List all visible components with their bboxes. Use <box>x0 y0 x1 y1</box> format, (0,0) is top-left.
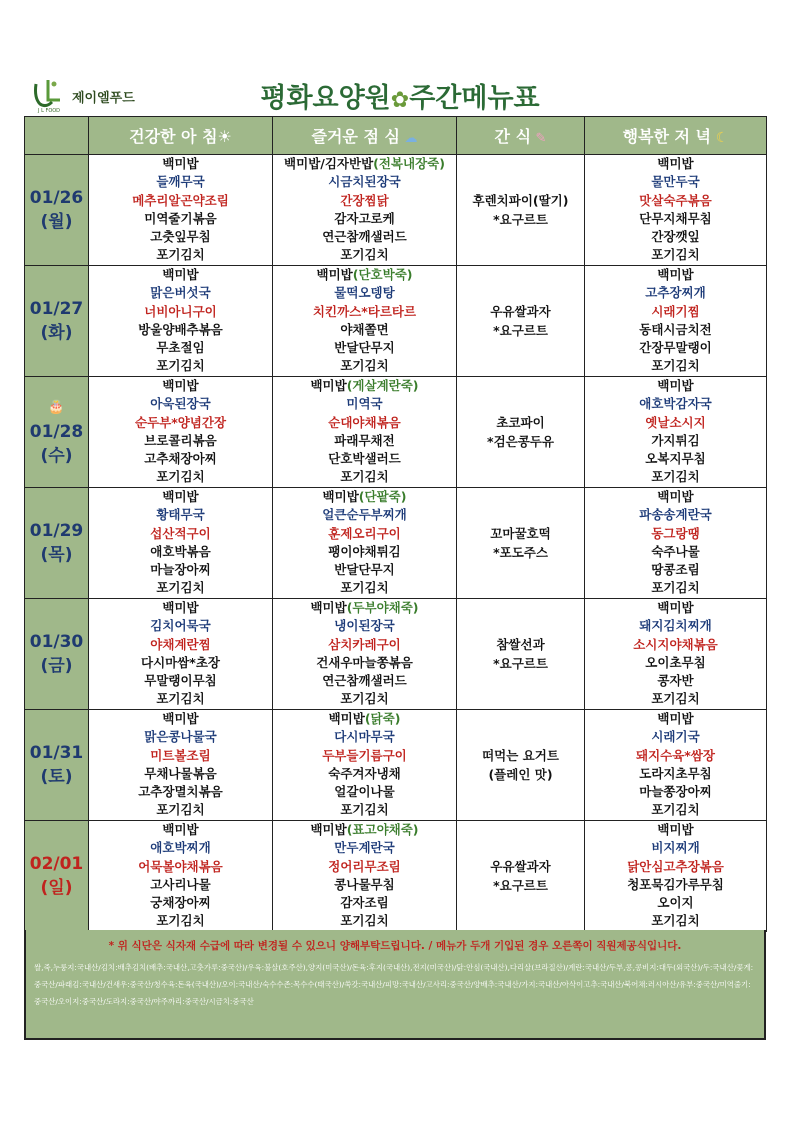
menu-item: 파래무채전 <box>334 432 395 448</box>
menu-item: 들깨무국 <box>156 174 205 190</box>
meal-cell-lunch <box>273 488 457 599</box>
menu-item: 돼지김치찌개 <box>639 618 712 634</box>
menu-item: 파송송계란국 <box>639 507 712 523</box>
menu-item: 맑은버섯국 <box>150 285 211 301</box>
menu-item: 포기김치 <box>651 358 700 374</box>
menu-item: 만두계란국 <box>334 840 395 856</box>
rainbow-icon: ☁ <box>399 131 418 146</box>
sparkle-icon: ✿ <box>390 88 410 113</box>
header-dinner-label: 행복한 저 녁 <box>622 127 711 146</box>
menu-item-part: 백미밥 <box>322 489 359 504</box>
meal-cell-lunch <box>273 821 457 932</box>
day-row <box>25 821 767 932</box>
menu-item: 미트볼조림 <box>150 747 211 763</box>
meal-cell-breakfast <box>89 377 273 488</box>
meal-cell-breakfast <box>89 710 273 821</box>
menu-item: 오이지 <box>657 895 694 911</box>
menu-item: 감자조림 <box>340 895 389 911</box>
menu-item: 포기김치 <box>156 691 205 707</box>
menu-item-part: 백미밥/김자반밥 <box>284 156 374 171</box>
menu-item-part: 백미밥 <box>310 600 347 615</box>
menu-item: 포기김치 <box>651 802 700 818</box>
menu-item: 백미밥 <box>162 267 199 282</box>
menu-item-part: (전복내장죽) <box>373 156 445 171</box>
menu-item: 포기김치 <box>156 802 205 818</box>
menu-item: 연근참깨샐러드 <box>322 673 407 689</box>
menu-item-part: (단팥죽) <box>358 489 407 504</box>
snack-item: 후렌치파이(딸기) <box>472 193 569 208</box>
menu-item: 무초절임 <box>156 340 205 356</box>
meal-cell-snack <box>457 155 585 266</box>
menu-item: 황태무국 <box>156 507 205 523</box>
day-row <box>25 155 767 266</box>
title-right: 주간메뉴표 <box>409 83 540 114</box>
meal-cell-lunch <box>273 155 457 266</box>
menu-item: 포기김치 <box>340 469 389 485</box>
header-lunch-label: 즐거운 점 심 <box>311 127 400 146</box>
day-of-week: (월) <box>40 212 73 232</box>
menu-item: 어묵볼야채볶음 <box>138 858 223 874</box>
meal-cell-snack <box>457 710 585 821</box>
menu-item-part: (표고야채죽) <box>346 822 419 837</box>
menu-body <box>25 155 767 932</box>
menu-item: 백미밥 <box>657 267 694 282</box>
menu-item: 포기김치 <box>651 913 700 929</box>
menu-item: 단호박샐러드 <box>328 451 401 467</box>
menu-item-part: 백미밥 <box>316 267 353 282</box>
menu-item: 고춧잎무침 <box>150 229 211 245</box>
header-breakfast-label: 건강한 아 침☀ <box>129 127 232 146</box>
menu-item: 포기김치 <box>340 691 389 707</box>
snack-item: (플레인 맛) <box>488 767 553 782</box>
menu-item: 애호박감자국 <box>639 396 712 412</box>
meal-cell-breakfast <box>89 821 273 932</box>
menu-item: 시래기찜 <box>651 303 700 319</box>
menu-item: 냉이된장국 <box>334 618 395 634</box>
header-lunch <box>273 117 457 155</box>
snack-item: 우유쌀과자 <box>490 859 551 874</box>
menu-item <box>273 710 456 728</box>
menu-item: 숙주나물 <box>651 543 700 559</box>
menu-item: 고추장멸치볶음 <box>138 784 223 800</box>
day-date: 01/27 <box>29 299 84 319</box>
menu-item: 백미밥 <box>162 489 199 504</box>
menu-item: 삼치카레구이 <box>328 636 401 652</box>
logo-name: 제이엘푸드 <box>72 91 135 106</box>
snack-item: *요구르트 <box>493 878 548 893</box>
logo-sub: J L FOOD <box>38 108 61 114</box>
meal-cell-dinner <box>585 155 767 266</box>
meal-cell-dinner <box>585 488 767 599</box>
menu-item: 무말랭이무침 <box>144 673 217 689</box>
notes-origin: 쌀,죽,누룽지:국내산/김치:배추김치(배추:국내산,고춧가루:중국산)/우육:불살(호주산),양지(미국산)/돈육:후지(국내산),전지(미국산)/닭:안심(국내산),다리살(브라질산)/계란:국내산/두부,콩,콩비지:대두(외국산)/두:국내산/꽃게:중국산/파래김:국내산/건새우:중국산/청수육:돈육(국내산)/오이:국내산/숙수수존:목수수(태국산)/쑥갓:국내산/피망:국내산/고사리:중국산/양배추:국내산/가지:국내산/아삭이고추:국내산/북어채:러시아산/유부:중국산/미역줄기:중국산/오이지:중국산/도라지:중국산/야주까리:중국산/시금치:중국산 <box>34 963 754 1006</box>
snack-item: 꼬마꿀호떡 <box>490 526 551 541</box>
menu-item: 다시마쌈*초장 <box>141 654 220 670</box>
menu-item: 치킨까스*타르타르 <box>312 303 417 319</box>
menu-item: 시금치된장국 <box>328 174 401 190</box>
menu-item: 백미밥 <box>162 156 199 171</box>
day-row <box>25 710 767 821</box>
menu-item: 훈제오리구이 <box>328 525 401 541</box>
menu-item: 반달단무지 <box>334 340 395 356</box>
menu-item: 무채나물볶음 <box>144 765 217 781</box>
snack-item: *요구르트 <box>493 656 548 671</box>
day-label <box>25 710 89 821</box>
menu-item: 연근참깨샐러드 <box>322 229 407 245</box>
menu-item: 고사리나물 <box>150 876 211 892</box>
day-row <box>25 377 767 488</box>
menu-item: 백미밥 <box>657 378 694 393</box>
day-date: 01/31 <box>29 743 84 763</box>
menu-item: 포기김치 <box>156 247 205 263</box>
menu-item: 간장무말랭이 <box>639 340 712 356</box>
header-snack-label: 간 식 <box>494 127 532 146</box>
day-date: 01/28 <box>29 422 84 442</box>
menu-item: 맑은콩나물국 <box>144 729 217 745</box>
menu-item: 물떡오뎅탕 <box>334 285 395 301</box>
menu-item: 도라지초무침 <box>639 765 712 781</box>
menu-item-part: (두부야채죽) <box>346 600 419 615</box>
menu-item: 포기김치 <box>651 247 700 263</box>
meal-cell-lunch <box>273 266 457 377</box>
menu-item: 동태시금치전 <box>639 321 712 337</box>
menu-item: 백미밥 <box>657 489 694 504</box>
day-label <box>25 377 89 488</box>
menu-item: 백미밥 <box>162 711 199 726</box>
meal-cell-dinner <box>585 599 767 710</box>
menu-item: 너비아니구이 <box>144 303 217 319</box>
meal-cell-breakfast <box>89 155 273 266</box>
meal-cell-dinner <box>585 266 767 377</box>
day-date: 01/30 <box>29 632 84 652</box>
menu-item: 숙주겨자냉채 <box>328 765 401 781</box>
menu-item: 콩나물무침 <box>334 876 395 892</box>
menu-item: 두부들기름구이 <box>322 747 407 763</box>
menu-item <box>273 599 456 617</box>
day-label <box>25 821 89 932</box>
page-title <box>220 76 580 115</box>
menu-item: 돼지수육*쌈장 <box>636 747 715 763</box>
menu-item-part: 백미밥 <box>310 822 347 837</box>
snack-item: 우유쌀과자 <box>490 304 551 319</box>
menu-item: 백미밥 <box>657 600 694 615</box>
menu-item: 애호박찌개 <box>150 840 211 856</box>
menu-item: 간장찜닭 <box>340 192 389 208</box>
menu-item: 땅콩조림 <box>651 562 700 578</box>
day-label <box>25 266 89 377</box>
menu-item: 오복지무침 <box>645 451 706 467</box>
menu-item-part: (단호박죽) <box>352 267 413 282</box>
menu-item: 야채계란찜 <box>150 636 211 652</box>
menu-item: 고추장찌개 <box>645 285 706 301</box>
menu-item: 맛살숙주볶음 <box>639 192 712 208</box>
day-label <box>25 488 89 599</box>
menu-item: 포기김치 <box>340 580 389 596</box>
menu-item: 포기김치 <box>340 913 389 929</box>
menu-item: 다시마무국 <box>334 729 395 745</box>
snack-item: 참쌀선과 <box>496 637 545 652</box>
menu-item: 포기김치 <box>156 358 205 374</box>
menu-item: 포기김치 <box>651 580 700 596</box>
menu-item: 백미밥 <box>162 600 199 615</box>
meal-cell-lunch <box>273 377 457 488</box>
meal-cell-breakfast <box>89 488 273 599</box>
menu-item: 시래기국 <box>651 729 700 745</box>
menu-item: 궁채장아찌 <box>150 895 211 911</box>
header-snack <box>457 117 585 155</box>
snack-item: *요구르트 <box>493 212 548 227</box>
menu-item: 백미밥 <box>162 822 199 837</box>
menu-item: 포기김치 <box>156 469 205 485</box>
snack-item: *요구르트 <box>493 323 548 338</box>
meal-cell-snack <box>457 599 585 710</box>
day-label <box>25 155 89 266</box>
header-breakfast <box>89 117 273 155</box>
day-date: 01/26 <box>29 188 84 208</box>
menu-item <box>273 266 456 284</box>
notes-panel <box>24 930 766 1040</box>
day-date: 02/01 <box>29 854 84 874</box>
menu-item: 백미밥 <box>657 156 694 171</box>
menu-item: 고추채장아찌 <box>144 451 217 467</box>
menu-item: 김치어묵국 <box>150 618 211 634</box>
menu-item: 브로콜리볶음 <box>144 432 217 448</box>
day-of-week: (목) <box>40 545 73 565</box>
menu-item: 비지찌개 <box>651 840 700 856</box>
corner-cell <box>25 117 89 155</box>
menu-item: 마늘장아찌 <box>150 562 211 578</box>
meal-cell-lunch <box>273 599 457 710</box>
day-of-week: (화) <box>40 323 73 343</box>
menu-item <box>273 155 456 173</box>
day-row <box>25 266 767 377</box>
menu-item: 건새우마늘쫑볶음 <box>316 654 413 670</box>
day-date: 01/29 <box>29 521 84 541</box>
menu-item: 백미밥 <box>162 378 199 393</box>
meal-cell-snack <box>457 377 585 488</box>
menu-item: 아욱된장국 <box>150 396 211 412</box>
menu-item: 가지튀김 <box>651 432 700 448</box>
menu-item: 콩자반 <box>657 673 694 689</box>
menu-item: 포기김치 <box>340 358 389 374</box>
title-left: 평화요양원 <box>260 83 391 114</box>
day-label <box>25 599 89 710</box>
menu-item: 미역줄기볶음 <box>144 210 217 226</box>
menu-item: 팽이야채튀김 <box>328 543 401 559</box>
menu-item: 감자고로케 <box>334 210 395 226</box>
menu-item: 마늘쫑장아찌 <box>639 784 712 800</box>
menu-item: 야채쫄면 <box>340 321 389 337</box>
day-row <box>25 488 767 599</box>
menu-item: 백미밥 <box>657 822 694 837</box>
menu-item: 섭산적구이 <box>150 525 211 541</box>
day-of-week: (토) <box>40 767 73 787</box>
weekly-menu-table <box>24 116 767 932</box>
snack-item: *포도주스 <box>493 545 548 560</box>
header-row <box>25 117 767 155</box>
menu-item-part: 백미밥 <box>328 711 365 726</box>
menu-item: 정어리무조림 <box>328 858 401 874</box>
meal-cell-snack <box>457 488 585 599</box>
menu-item: 포기김치 <box>340 802 389 818</box>
meal-cell-snack <box>457 821 585 932</box>
menu-item: 단무지채무침 <box>639 210 712 226</box>
day-of-week: (수) <box>40 446 73 466</box>
menu-item: 동그랑땡 <box>651 525 700 541</box>
menu-item: 포기김치 <box>156 580 205 596</box>
menu-item: 옛날소시지 <box>645 414 706 430</box>
menu-item: 포기김치 <box>651 691 700 707</box>
day-of-week: (일) <box>40 878 73 898</box>
snack-item: *검은콩두유 <box>487 434 554 449</box>
meal-cell-dinner <box>585 710 767 821</box>
menu-item: 방울양배추볶음 <box>138 321 223 337</box>
header-dinner <box>585 117 767 155</box>
menu-item <box>273 377 456 395</box>
meal-cell-lunch <box>273 710 457 821</box>
menu-item: 포기김치 <box>340 247 389 263</box>
meal-cell-snack <box>457 266 585 377</box>
menu-item-part: (닭죽) <box>364 711 401 726</box>
menu-item: 백미밥 <box>657 711 694 726</box>
meal-cell-dinner <box>585 377 767 488</box>
company-logo <box>30 78 190 118</box>
menu-item: 반달단무지 <box>334 562 395 578</box>
menu-item: 순두부*양념간장 <box>134 414 227 430</box>
menu-item: 애호박볶음 <box>150 543 211 559</box>
notes-main: * 위 식단은 식자재 수급에 따라 변경될 수 있으니 양해부탁드립니다. / 메뉴가 두개 기입된 경우 오른쪽이 직원제공식입니다. <box>108 940 682 952</box>
menu-item: 얼갈이나물 <box>334 784 395 800</box>
birthday-cake-icon: 🎂 <box>48 400 65 415</box>
moon-icon: ☾ <box>710 130 729 146</box>
menu-item: 순대야채볶음 <box>328 414 401 430</box>
day-row <box>25 599 767 710</box>
menu-item: 간장깻잎 <box>651 229 700 245</box>
menu-item: 얼큰순두부찌개 <box>322 507 407 523</box>
menu-item: 메추리알곤약조림 <box>132 192 229 208</box>
candy-icon: ✎ <box>531 131 547 146</box>
snack-item: 초코파이 <box>496 415 545 430</box>
menu-item-part: (게살계란죽) <box>346 378 419 393</box>
menu-item: 물만두국 <box>651 174 700 190</box>
menu-item: 포기김치 <box>156 913 205 929</box>
meal-cell-dinner <box>585 821 767 932</box>
meal-cell-breakfast <box>89 599 273 710</box>
snack-item: 떠먹는 요거트 <box>482 748 559 763</box>
meal-cell-breakfast <box>89 266 273 377</box>
menu-item: 포기김치 <box>651 469 700 485</box>
menu-item <box>273 488 456 506</box>
menu-item <box>273 821 456 839</box>
menu-item: 청포묵김가루무침 <box>627 876 724 892</box>
day-of-week: (금) <box>40 656 73 676</box>
menu-item: 소시지야채볶음 <box>633 636 718 652</box>
menu-item: 닭안심고추장볶음 <box>627 858 724 874</box>
menu-item-part: 백미밥 <box>310 378 347 393</box>
menu-item: 미역국 <box>346 396 383 412</box>
menu-item: 오이초무침 <box>645 654 706 670</box>
